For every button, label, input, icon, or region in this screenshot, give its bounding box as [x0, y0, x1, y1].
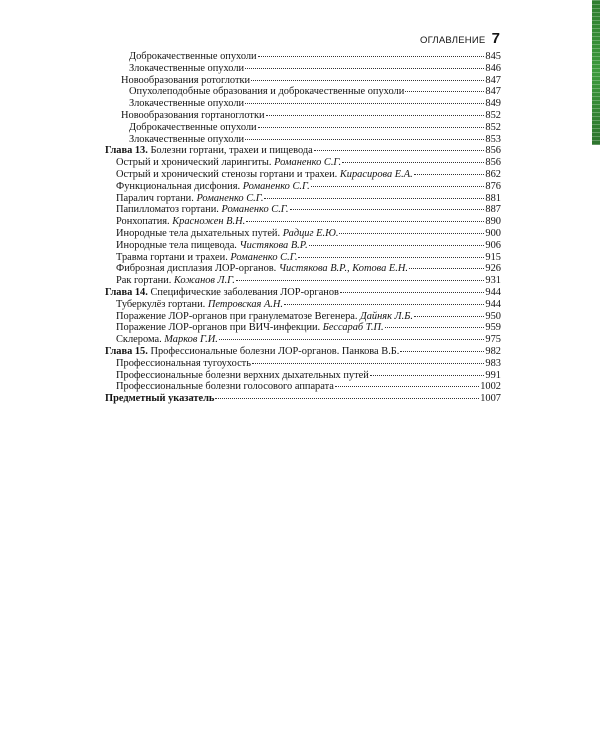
- toc-page-number: 862: [485, 168, 501, 180]
- dot-leader: [314, 150, 485, 151]
- toc-page-number: 881: [485, 192, 501, 204]
- toc-page-number: 926: [485, 263, 501, 275]
- toc-entry-label: [129, 98, 244, 110]
- toc-entry-title: Злокачественные опухоли: [129, 62, 245, 74]
- dot-leader: [340, 292, 484, 293]
- page-edge-tab-marker: [592, 0, 600, 145]
- toc-entry-title: Профессиональные болезни ЛОР-органов. Панкова В.Б.: [150, 345, 400, 357]
- toc-page-number: 975: [485, 334, 501, 346]
- toc-entry-title: Фиброзная дисплазия ЛОР-органов.: [116, 263, 277, 275]
- toc-entry-title: Рак гортани.: [116, 275, 172, 287]
- toc-entry-title: Опухолеподобные образования и доброкачественные опухоли: [129, 86, 405, 98]
- toc-page-number: 849: [485, 98, 501, 110]
- toc-entry-author: Романенко С.Г.: [221, 204, 289, 216]
- toc-entry-label: [116, 263, 408, 275]
- toc-entry-title: Паралич гортани.: [116, 192, 194, 204]
- dot-leader: [258, 127, 485, 128]
- toc-entry-row[interactable]: [105, 263, 501, 275]
- toc-entry-row[interactable]: [105, 311, 501, 323]
- dot-leader: [258, 56, 485, 57]
- toc-entry-title: Злокачественные опухоли: [129, 133, 245, 145]
- toc-entry-title: Острый и хронический стенозы гортани и трахеи.: [116, 168, 338, 180]
- dot-leader: [215, 398, 479, 399]
- toc-entry-row[interactable]: [105, 75, 501, 87]
- dot-leader: [335, 386, 479, 387]
- toc-entry-title: Злокачественные опухоли: [129, 98, 245, 110]
- toc-entry-title: Папилломатоз гортани.: [116, 204, 219, 216]
- toc-entry-label: [116, 358, 251, 370]
- toc-entry-author: Кирасирова Е.А.: [339, 168, 413, 180]
- running-title: ОГЛАВЛЕНИЕ: [420, 35, 486, 46]
- dot-leader: [405, 91, 484, 92]
- toc-entry-author: Красножен В.Н.: [172, 216, 246, 228]
- toc-entry-title: Функциональная дисфония.: [116, 180, 241, 192]
- toc-entry-title: Доброкачественные опухоли: [129, 51, 257, 62]
- toc-entry-label: [116, 216, 245, 228]
- running-head: [420, 30, 500, 50]
- toc-entry-row[interactable]: [105, 370, 501, 382]
- toc-page-number: 1002: [480, 381, 501, 393]
- toc-page-number: 906: [485, 239, 501, 251]
- dot-leader: [252, 363, 484, 364]
- toc-entry-author: Дайняк Л.Б.: [360, 310, 413, 322]
- toc-entry-author: Романенко С.Г.: [230, 251, 298, 263]
- toc-entry-label: [116, 299, 283, 311]
- toc-entry-label: [129, 134, 244, 146]
- dot-leader: [298, 257, 484, 258]
- dot-leader: [236, 280, 485, 281]
- toc-entry-row[interactable]: [105, 275, 501, 287]
- toc-entry-label: [116, 311, 413, 323]
- toc-entry-row[interactable]: [105, 204, 501, 216]
- dot-leader: [245, 103, 484, 104]
- toc-entry-label: [129, 63, 244, 75]
- toc-entry-row[interactable]: [105, 358, 501, 370]
- toc-entry-author: Радциг Е.Ю.: [282, 227, 339, 239]
- toc-entry-title: Ронхопатия.: [116, 216, 170, 228]
- page-number: 7: [491, 30, 500, 47]
- toc-entry-label: [116, 169, 413, 181]
- toc-page-number: 982: [485, 345, 501, 357]
- toc-page-number: 887: [485, 204, 501, 216]
- toc-entry-label: [116, 381, 334, 393]
- toc-entry-author: Чистякова В.Р., Котова Е.Н.: [278, 263, 408, 275]
- toc-entry-label: [129, 51, 257, 63]
- toc-entry-title: Поражение ЛОР-органов при гранулематозе Вегенера.: [116, 310, 358, 322]
- toc-entry-row[interactable]: [105, 122, 501, 134]
- toc-entry-label: [121, 110, 265, 122]
- toc-entry-label: [105, 287, 339, 299]
- toc-entry-label: [105, 145, 313, 157]
- table-of-contents: [105, 51, 501, 405]
- toc-page-number: 950: [485, 310, 501, 322]
- toc-entry-row[interactable]: [105, 63, 501, 75]
- dot-leader: [219, 339, 485, 340]
- toc-entry-label: [116, 370, 369, 382]
- toc-entry-author: Романенко С.Г.: [196, 192, 264, 204]
- toc-entry-label: [116, 334, 218, 346]
- toc-entry-row[interactable]: [105, 110, 501, 122]
- toc-page-number: 852: [485, 109, 501, 121]
- toc-page-number: 944: [485, 286, 501, 298]
- toc-entry-label: [116, 157, 341, 169]
- toc-page-number: 852: [485, 121, 501, 133]
- toc-entry-author: Чистякова В.Р.: [239, 239, 308, 251]
- toc-entry-label: [105, 393, 214, 405]
- dot-leader: [290, 209, 485, 210]
- toc-chapter-row[interactable]: [105, 145, 501, 157]
- toc-entry-label: [116, 228, 338, 240]
- toc-entry-row[interactable]: [105, 134, 501, 146]
- dot-leader: [385, 327, 485, 328]
- toc-entry-title: Доброкачественные опухоли: [129, 121, 257, 133]
- dot-leader: [284, 304, 484, 305]
- dot-leader: [400, 351, 484, 352]
- toc-page-number: 856: [485, 157, 501, 169]
- toc-page-number: 959: [485, 322, 501, 334]
- toc-page-number: 845: [485, 51, 501, 62]
- toc-entry-row[interactable]: [105, 193, 501, 205]
- toc-entry-row[interactable]: [105, 169, 501, 181]
- toc-entry-title: Поражение ЛОР-органов при ВИЧ-инфекции.: [116, 322, 321, 334]
- toc-entry-author: Петровская А.Н.: [207, 298, 283, 310]
- toc-entry-label: [105, 346, 399, 358]
- toc-page-number: 1007: [480, 393, 501, 405]
- toc-chapter-row[interactable]: [105, 346, 501, 358]
- dot-leader: [409, 268, 484, 269]
- toc-entry-title: Профессиональные болезни верхних дыхательных путей: [116, 369, 369, 381]
- toc-entry-title: Профессиональные болезни голосового аппарата: [116, 381, 334, 393]
- toc-chapter-row[interactable]: [105, 287, 501, 299]
- dot-leader: [245, 68, 484, 69]
- dot-leader: [342, 162, 484, 163]
- toc-entry-row[interactable]: [105, 86, 501, 98]
- toc-entry-row[interactable]: [105, 322, 501, 334]
- dot-leader: [266, 115, 485, 116]
- toc-entry-label: [116, 193, 263, 205]
- toc-entry-row[interactable]: [105, 216, 501, 228]
- toc-page-number: 991: [485, 369, 501, 381]
- toc-entry-label: [116, 252, 297, 264]
- toc-entry-label: [129, 122, 257, 134]
- toc-page-number: 944: [485, 298, 501, 310]
- toc-page-number: 847: [485, 86, 501, 98]
- toc-entry-title: Туберкулёз гортани.: [116, 298, 206, 310]
- toc-entry-title: Инородные тела дыхательных путей.: [116, 227, 281, 239]
- dot-leader: [370, 375, 485, 376]
- toc-entry-title: Профессиональная тугоухость: [116, 357, 251, 369]
- toc-entry-label: [116, 322, 384, 334]
- dot-leader: [414, 174, 485, 175]
- toc-page-number: 876: [485, 180, 501, 192]
- toc-entry-row[interactable]: [105, 157, 501, 169]
- dot-leader: [414, 316, 484, 317]
- toc-entry-title: Новообразования ротоглотки: [121, 74, 251, 86]
- toc-entry-row[interactable]: [105, 98, 501, 110]
- dot-leader: [311, 186, 485, 187]
- toc-entry-title: Инородные тела пищевода.: [116, 239, 237, 251]
- toc-page-number: 847: [485, 74, 501, 86]
- chapter-number: Глава 13.: [105, 145, 148, 157]
- dot-leader: [264, 198, 484, 199]
- toc-entry-author: Романенко С.Г.: [274, 157, 342, 169]
- toc-entry-row[interactable]: [105, 393, 501, 405]
- toc-entry-row[interactable]: [105, 381, 501, 393]
- toc-entry-row[interactable]: [105, 252, 501, 264]
- toc-entry-author: Марков Г.И.: [164, 334, 218, 346]
- toc-entry-label: [121, 75, 250, 87]
- toc-entry-title: Болезни гортани, трахеи и пищевода: [150, 145, 313, 157]
- dot-leader: [251, 80, 484, 81]
- toc-entry-row[interactable]: [105, 181, 501, 193]
- toc-entry-title: Склерома.: [116, 334, 162, 346]
- toc-page-number: 983: [485, 357, 501, 369]
- dot-leader: [339, 233, 484, 234]
- toc-entry-row[interactable]: [105, 51, 501, 63]
- toc-entry-title: Предметный указатель: [105, 393, 215, 405]
- toc-entry-label: [116, 240, 308, 252]
- toc-entry-author: Бессараб Т.П.: [322, 322, 384, 334]
- toc-entry-row[interactable]: [105, 240, 501, 252]
- toc-page-number: 890: [485, 216, 501, 228]
- toc-page-number: 900: [485, 227, 501, 239]
- toc-page-number: 846: [485, 62, 501, 74]
- toc-entry-row[interactable]: [105, 299, 501, 311]
- chapter-number: Глава 14.: [105, 286, 148, 298]
- toc-entry-label: [116, 204, 289, 216]
- dot-leader: [246, 221, 484, 222]
- toc-entry-label: [116, 275, 235, 287]
- toc-page-number: 853: [485, 133, 501, 145]
- toc-entry-title: Новообразования гортаноглотки: [121, 109, 265, 121]
- toc-page-number: 856: [485, 145, 501, 157]
- toc-entry-label: [116, 181, 310, 193]
- toc-entry-row[interactable]: [105, 228, 501, 240]
- dot-leader: [245, 139, 484, 140]
- toc-page-number: 915: [485, 251, 501, 263]
- chapter-number: Глава 15.: [105, 345, 148, 357]
- dot-leader: [309, 245, 485, 246]
- toc-entry-row[interactable]: [105, 334, 501, 346]
- toc-entry-label: [129, 86, 404, 98]
- toc-entry-title: Специфические заболевания ЛОР-органов: [150, 286, 339, 298]
- toc-entry-title: Острый и хронический ларингиты.: [116, 157, 272, 169]
- toc-entry-author: Кожанов Л.Г.: [173, 275, 235, 287]
- toc-entry-title: Травма гортани и трахеи.: [116, 251, 228, 263]
- toc-entry-author: Романенко С.Г.: [242, 180, 310, 192]
- toc-page-number: 931: [485, 275, 501, 287]
